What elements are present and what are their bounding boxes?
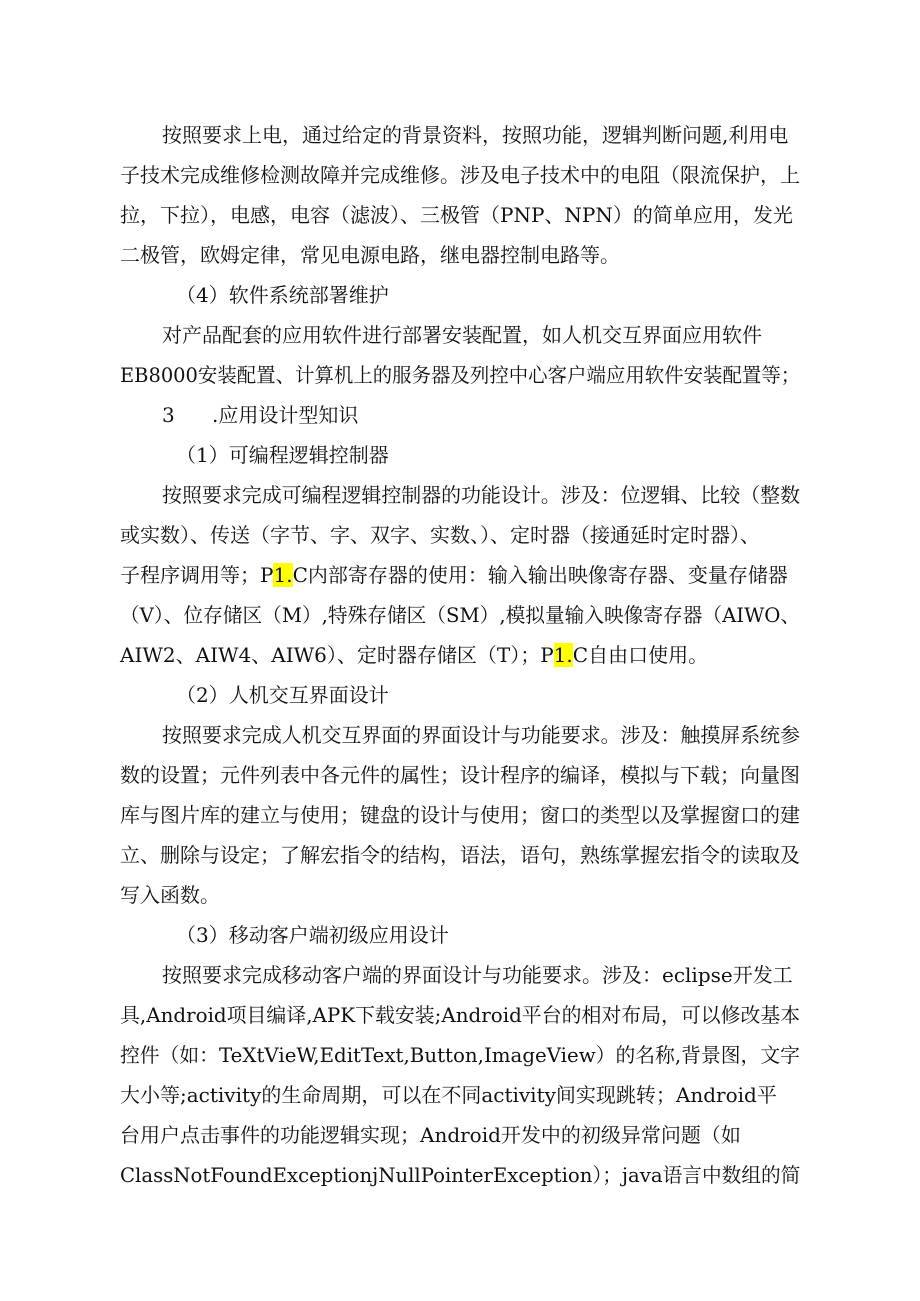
- subheading-plc: （1）可编程逻辑控制器: [176, 443, 389, 467]
- highlighted-text: 1.: [553, 643, 573, 667]
- paragraph-line: 二极管，欧姆定律，常见电源电路，继电器控制电路等。: [120, 243, 620, 267]
- paragraph-line: 大小等;activity的生命周期，可以在不同activity间实现跳转；Android平: [120, 1083, 777, 1107]
- paragraph-line: 写入函数。: [120, 883, 220, 907]
- paragraph-line: 按照要求完成可编程逻辑控制器的功能设计。涉及：位逻辑、比较（整数: [162, 483, 801, 507]
- text-run: C自由口使用。: [572, 643, 709, 667]
- paragraph-line: 控件（如：TeXtVieW,EditText,Button,ImageView）的名称,背景图，文字: [120, 1043, 800, 1067]
- paragraph-line: ClassNotFoundExceptionjNullPointerException）；java语言中数组的简: [120, 1163, 801, 1187]
- section-number: 3: [162, 403, 175, 427]
- highlighted-text: 1.: [273, 563, 293, 587]
- subheading-software-deploy: （4）软件系统部署维护: [176, 283, 389, 307]
- paragraph-line: 拉，下拉），电感，电容（滤波）、三极管（PNP、NPN）的简单应用，发光: [120, 203, 793, 227]
- paragraph-line: 或实数）、传送（字节、字、双字、实数、）、定时器（接通延时定时器）、: [120, 523, 760, 547]
- paragraph-line: 立、删除与设定；了解宏指令的结构，语法，语句，熟练掌握宏指令的读取及: [120, 843, 800, 867]
- subheading-hmi: （2）人机交互界面设计: [176, 683, 389, 707]
- paragraph-line: 具,Android项目编译,APK下载安装;Android平台的相对布局，可以修改基本: [120, 1003, 801, 1027]
- text-run: AIW2、AIW4、AIW6）、定时器存储区（T）；P: [120, 643, 554, 667]
- section-title: .应用设计型知识: [212, 403, 359, 427]
- subheading-mobile: （3）移动客户端初级应用设计: [176, 923, 449, 947]
- paragraph-line: 台用户点击事件的功能逻辑实现；Android开发中的初级异常问题（如: [120, 1123, 741, 1147]
- paragraph-line: 按照要求完成人机交互界面的界面设计与功能要求。涉及：触摸屏系统参: [162, 723, 801, 747]
- paragraph-line: EB8000安装配置、计算机上的服务器及列控中心客户端应用软件安装配置等；: [120, 363, 801, 387]
- paragraph-line: [120, 641, 708, 669]
- text-run: 子程序调用等；P: [120, 563, 274, 587]
- text-run: C内部寄存器的使用：输入输出映像寄存器、变量存储器: [292, 563, 788, 587]
- paragraph-line: 对产品配套的应用软件进行部署安装配置，如人机交互界面应用软件: [162, 323, 762, 347]
- paragraph-line: 库与图片库的建立与使用；键盘的设计与使用；窗口的类型以及掌握窗口的建: [120, 803, 800, 827]
- paragraph-line: 按照要求完成移动客户端的界面设计与功能要求。涉及：eclipse开发工: [162, 963, 793, 987]
- paragraph-line: 数的设置；元件列表中各元件的属性；设计程序的编译，模拟与下载；向量图: [120, 763, 800, 787]
- paragraph-line: 子技术完成维修检测故障并完成维修。涉及电子技术中的电阻（限流保护，上: [120, 163, 800, 187]
- paragraph-line: [120, 561, 788, 589]
- paragraph-line: （V）、位存储区（M）,特殊存储区（SM）,模拟量输入映像寄存器（AIWO、: [120, 603, 801, 627]
- paragraph-line: 按照要求上电，通过给定的背景资料，按照功能，逻辑判断问题,利用电: [162, 123, 789, 147]
